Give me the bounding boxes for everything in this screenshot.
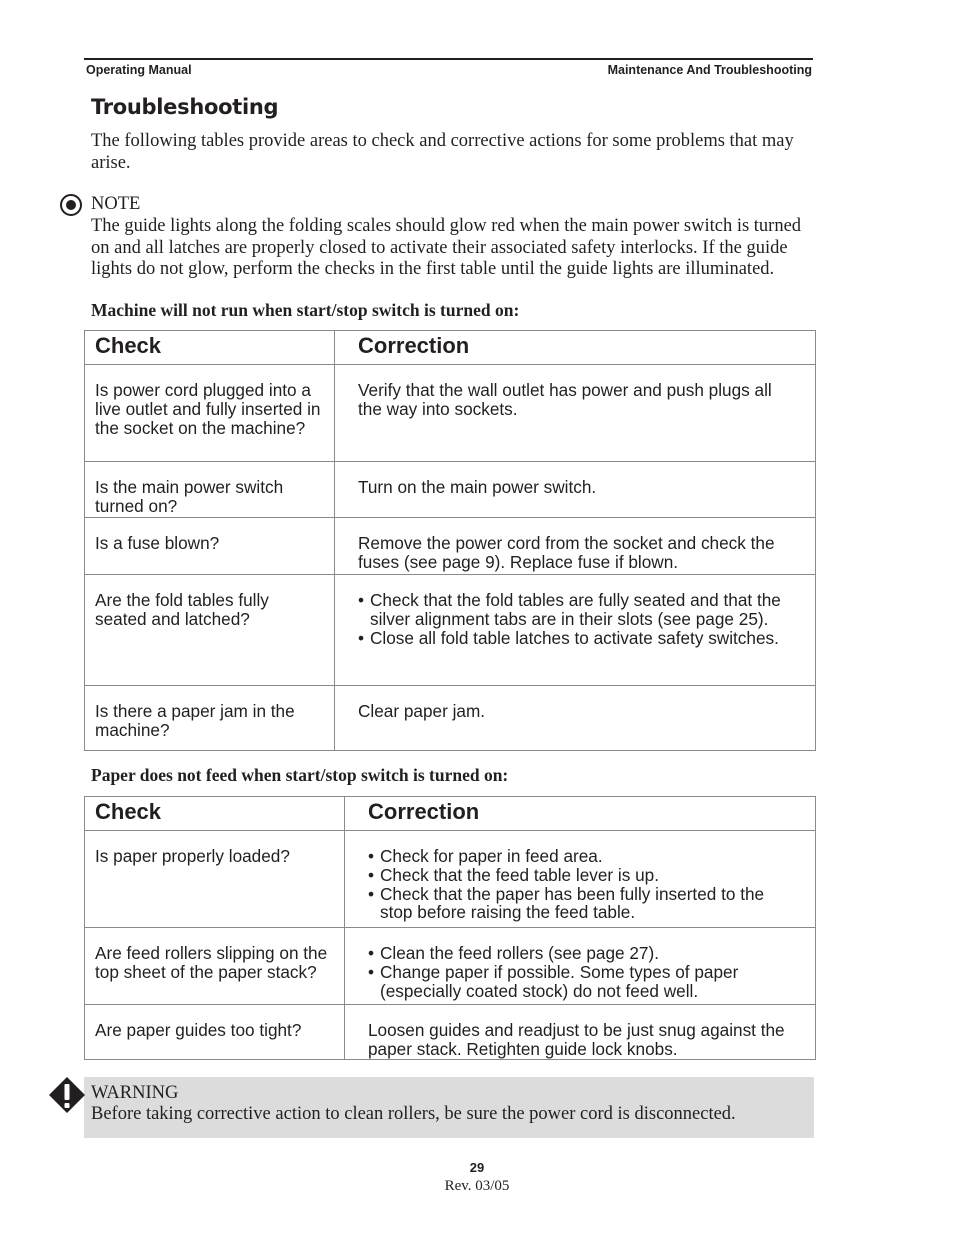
- list-item: • Check for paper in feed area.: [368, 847, 795, 866]
- check-cell: Is the main power switch turned on?: [85, 462, 335, 518]
- correction-cell: Clear paper jam.: [335, 686, 816, 751]
- page-title: Troubleshooting: [91, 95, 279, 119]
- intro-paragraph: The following tables provide areas to check and corrective actions for some problems that may arise.: [91, 131, 794, 173]
- table1-heading: Machine will not run when start/stop switch is turned on:: [91, 300, 520, 320]
- note-icon: [60, 194, 82, 216]
- list-item: • Check that the paper has been fully inserted to the stop before raising the feed table.: [368, 885, 795, 923]
- list-item: • Change paper if possible. Some types of paper (especially coated stock) do not feed well.: [368, 963, 795, 1001]
- col-header-check: Check: [85, 797, 345, 831]
- table-row: [85, 462, 816, 518]
- correction-list: [358, 591, 795, 647]
- table-row: [85, 575, 816, 686]
- warning-body: Before taking corrective action to clean rollers, be sure the power cord is disconnected.: [91, 1104, 736, 1124]
- list-item: • Clean the feed rollers (see page 27).: [368, 944, 795, 963]
- col-header-correction: Correction: [345, 797, 816, 831]
- correction-cell: [345, 831, 816, 928]
- table2-heading: Paper does not feed when start/stop switch is turned on:: [91, 765, 509, 785]
- table-paper-does-not-feed: [84, 796, 816, 1060]
- page-number: 29: [469, 1160, 485, 1175]
- correction-list: [368, 847, 795, 922]
- header-rule: [84, 58, 813, 60]
- correction-cell: [345, 928, 816, 1005]
- header-right: Maintenance And Troubleshooting: [607, 63, 812, 77]
- table-row: [85, 365, 816, 462]
- check-cell: Is a fuse blown?: [85, 518, 335, 575]
- col-header-correction: Correction: [335, 331, 816, 365]
- table-row: [85, 686, 816, 751]
- table-header-row: [85, 331, 816, 365]
- col-header-check: Check: [85, 331, 335, 365]
- correction-cell: Remove the power cord from the socket and check the fuses (see page 9). Replace fuse if blown.: [335, 518, 816, 575]
- header-left: Operating Manual: [86, 63, 192, 77]
- note-body: The guide lights along the folding scales should glow red when the main power switch is turned on and all latches are properly closed to activate their associated safety interlocks. If the guide lights do not glow, perform the checks in the first table until the guide lights are illuminated.: [91, 216, 802, 279]
- table-header-row: [85, 797, 816, 831]
- table-row: [85, 928, 816, 1005]
- list-item: • Check that the fold tables are fully seated and that the silver alignment tabs are in their slots (see page 25).: [358, 591, 795, 629]
- check-cell: Is there a paper jam in the machine?: [85, 686, 335, 751]
- table-row: [85, 518, 816, 575]
- revision-label: Rev. 03/05: [444, 1178, 510, 1194]
- table-row: [85, 1005, 816, 1060]
- list-item: • Close all fold table latches to activate safety switches.: [358, 629, 795, 648]
- correction-cell: [335, 575, 816, 686]
- table-machine-will-not-run: [84, 330, 816, 751]
- check-cell: Is power cord plugged into a live outlet and fully inserted in the socket on the machine?: [85, 365, 335, 462]
- check-cell: Are the fold tables fully seated and latched?: [85, 575, 335, 686]
- note-title: NOTE: [91, 194, 141, 214]
- correction-cell: Verify that the wall outlet has power and push plugs all the way into sockets.: [335, 365, 816, 462]
- check-cell: Is paper properly loaded?: [85, 831, 345, 928]
- correction-cell: Turn on the main power switch.: [335, 462, 816, 518]
- table-row: [85, 831, 816, 928]
- check-cell: Are paper guides too tight?: [85, 1005, 345, 1060]
- correction-list: [368, 944, 795, 1000]
- warning-title: WARNING: [91, 1083, 179, 1103]
- list-item: • Check that the feed table lever is up.: [368, 866, 795, 885]
- warning-icon: [48, 1076, 86, 1114]
- correction-cell: Loosen guides and readjust to be just snug against the paper stack. Retighten guide lock knobs.: [345, 1005, 816, 1060]
- check-cell: Are feed rollers slipping on the top sheet of the paper stack?: [85, 928, 345, 1005]
